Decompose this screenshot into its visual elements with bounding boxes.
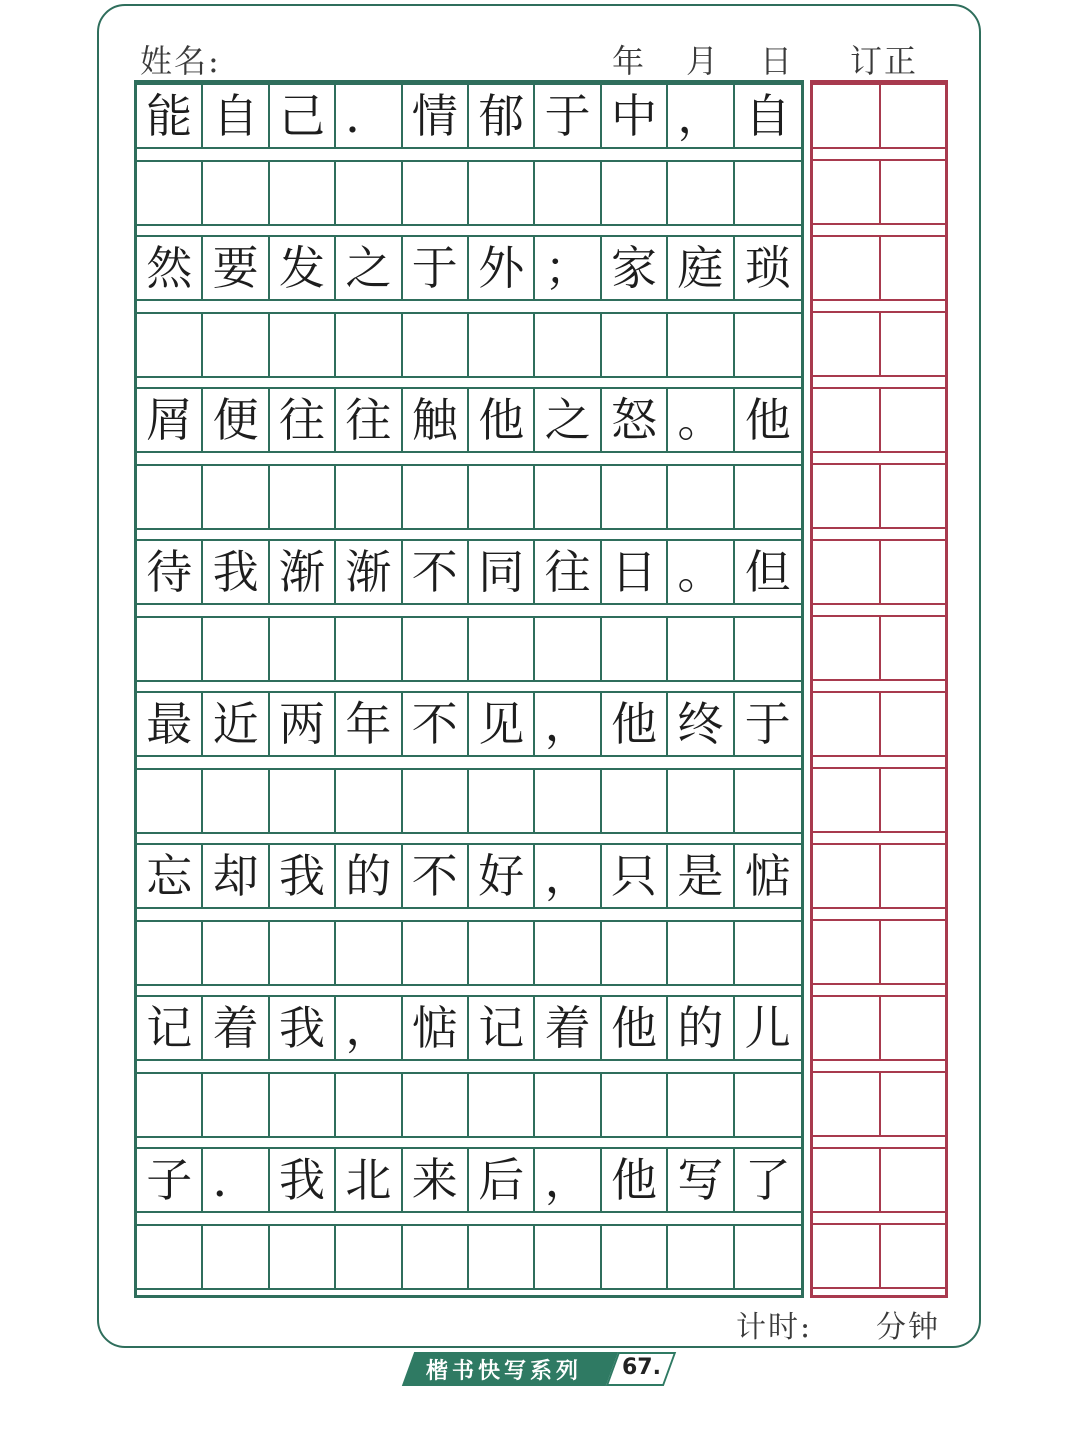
character-cell: 发 <box>270 237 336 299</box>
grid-block <box>137 387 801 540</box>
character-cell: 惦 <box>744 849 791 903</box>
correction-divider <box>879 997 881 1059</box>
correction-row <box>813 1071 945 1137</box>
name-label: 姓名: <box>140 42 221 80</box>
correction-row <box>813 83 945 149</box>
blank-cell <box>270 922 336 984</box>
character-cell: 然 <box>137 237 203 299</box>
character-cell: 年 <box>336 693 402 755</box>
character-cell: 我 <box>270 997 336 1059</box>
blank-cell <box>336 922 402 984</box>
correction-divider <box>879 389 881 451</box>
character-cell: 不 <box>403 693 469 755</box>
blank-cell <box>270 162 336 224</box>
blank-cell <box>535 314 601 376</box>
character-cell: 触 <box>403 389 469 451</box>
month-label: 月 <box>686 42 721 80</box>
blank-cell <box>602 770 668 832</box>
character-cell: 着 <box>535 997 601 1059</box>
writing-row <box>137 387 801 453</box>
blank-cell <box>469 770 535 832</box>
character-cell: 终 <box>668 693 734 755</box>
correction-divider <box>879 1073 881 1135</box>
correction-row <box>813 843 945 909</box>
character-cell: 。 <box>668 541 734 603</box>
correction-row <box>813 539 945 605</box>
blank-cell <box>137 314 203 376</box>
character-cell: 他 <box>602 693 668 755</box>
correction-divider <box>879 237 881 299</box>
correction-divider <box>879 921 881 983</box>
blank-cell <box>336 770 402 832</box>
blank-cell <box>137 162 203 224</box>
character-cell: 渐 <box>270 541 336 603</box>
character-cell: 要 <box>203 237 269 299</box>
character-cell: 是 <box>668 845 734 907</box>
character-cell: 见 <box>469 693 535 755</box>
blank-cell <box>469 1074 535 1136</box>
blank-cell <box>203 1074 269 1136</box>
blank-cell <box>336 162 402 224</box>
character-cell: 于 <box>744 697 791 751</box>
character-cell: ， <box>668 85 734 147</box>
blank-cell <box>137 770 203 832</box>
year-label: 年 <box>612 42 647 80</box>
blank-cell <box>535 770 601 832</box>
writing-row <box>137 235 801 301</box>
correction-divider <box>879 617 881 679</box>
character-cell: 惦 <box>403 997 469 1059</box>
series-title: 楷书快写系列 <box>426 1359 583 1384</box>
blank-cell <box>668 618 734 680</box>
blank-cell <box>336 1074 402 1136</box>
blank-cell <box>336 618 402 680</box>
character-cell: 他 <box>602 1149 668 1211</box>
correction-divider <box>879 845 881 907</box>
blank-cell <box>735 1074 801 1136</box>
blank-cell <box>137 922 203 984</box>
blank-cell <box>270 618 336 680</box>
blank-cell <box>403 1074 469 1136</box>
blank-cell <box>668 1074 734 1136</box>
blank-cell <box>137 1226 203 1288</box>
grid-block <box>137 691 801 844</box>
correction-divider <box>879 313 881 375</box>
blank-cell <box>203 162 269 224</box>
grid-block <box>137 995 801 1148</box>
character-cell: 之 <box>336 237 402 299</box>
correction-row <box>813 995 945 1061</box>
correction-row <box>813 311 945 377</box>
blank-cell <box>602 314 668 376</box>
blank-cell <box>137 1074 203 1136</box>
character-cell: 我 <box>203 541 269 603</box>
blank-cell <box>668 314 734 376</box>
character-cell: 子 <box>137 1149 203 1211</box>
blank-cell <box>602 922 668 984</box>
character-cell: 庭 <box>668 237 734 299</box>
blank-cell <box>203 922 269 984</box>
character-cell: 外 <box>469 237 535 299</box>
correction-row <box>813 691 945 757</box>
correction-divider <box>879 85 881 147</box>
character-cell: 不 <box>403 541 469 603</box>
grid-block <box>137 539 801 692</box>
character-cell: 往 <box>336 389 402 451</box>
character-cell: 自 <box>203 85 269 147</box>
character-cell: 的 <box>336 845 402 907</box>
blank-cell <box>137 618 203 680</box>
blank-cell <box>735 1226 801 1288</box>
character-cell: 能 <box>137 85 203 147</box>
blank-cell <box>403 466 469 528</box>
character-cell: ， <box>535 693 601 755</box>
blank-cell <box>668 162 734 224</box>
character-cell: 自 <box>744 89 791 143</box>
blank-row <box>137 1224 801 1290</box>
character-cell: 记 <box>469 997 535 1059</box>
character-cell: 两 <box>270 693 336 755</box>
correction-label: 订正 <box>850 42 919 80</box>
character-cell: 他 <box>469 389 535 451</box>
blank-cell <box>602 1226 668 1288</box>
character-cell: 我 <box>270 1149 336 1211</box>
correction-grid <box>810 80 948 1298</box>
blank-cell <box>203 770 269 832</box>
character-cell: 了 <box>744 1153 791 1207</box>
grid-block <box>137 1147 801 1300</box>
blank-cell <box>602 618 668 680</box>
blank-row <box>137 1072 801 1138</box>
blank-cell <box>203 1226 269 1288</box>
character-cell: 渐 <box>336 541 402 603</box>
blank-cell <box>403 1226 469 1288</box>
character-cell: 日 <box>602 541 668 603</box>
blank-cell <box>668 922 734 984</box>
correction-row <box>813 615 945 681</box>
blank-cell <box>469 314 535 376</box>
character-cell: 写 <box>668 1149 734 1211</box>
writing-row <box>137 83 801 149</box>
character-cell: 他 <box>744 393 791 447</box>
writing-row <box>137 1147 801 1213</box>
blank-cell <box>535 466 601 528</box>
blank-cell <box>203 466 269 528</box>
writing-row <box>137 843 801 909</box>
character-cell: ； <box>535 237 601 299</box>
blank-cell <box>535 1226 601 1288</box>
character-cell: 好 <box>469 845 535 907</box>
blank-cell <box>735 922 801 984</box>
character-cell: 着 <box>203 997 269 1059</box>
character-cell: 儿 <box>744 1001 791 1055</box>
blank-row <box>137 616 801 682</box>
blank-cell <box>270 466 336 528</box>
correction-row <box>813 159 945 225</box>
character-cell: 忘 <box>137 845 203 907</box>
blank-cell <box>336 314 402 376</box>
grid-block <box>137 843 801 996</box>
correction-divider <box>879 693 881 755</box>
page-number: 67. <box>622 1355 661 1380</box>
blank-cell <box>403 618 469 680</box>
blank-row <box>137 920 801 986</box>
character-cell: 怒 <box>602 389 668 451</box>
writing-row <box>137 995 801 1061</box>
character-cell: 北 <box>336 1149 402 1211</box>
blank-row <box>137 768 801 834</box>
grid-block <box>137 235 801 388</box>
blank-cell <box>735 162 801 224</box>
character-cell: 往 <box>535 541 601 603</box>
correction-row <box>813 767 945 833</box>
character-cell: 不 <box>403 845 469 907</box>
character-cell: 我 <box>270 845 336 907</box>
blank-cell <box>469 922 535 984</box>
character-cell: 便 <box>203 389 269 451</box>
character-cell: 的 <box>668 997 734 1059</box>
blank-row <box>137 160 801 226</box>
blank-cell <box>403 314 469 376</box>
correction-row <box>813 1147 945 1213</box>
blank-cell <box>336 1226 402 1288</box>
correction-divider <box>879 1149 881 1211</box>
blank-cell <box>469 1226 535 1288</box>
character-cell: 但 <box>744 545 791 599</box>
character-cell: 却 <box>203 845 269 907</box>
correction-divider <box>879 1225 881 1287</box>
blank-cell <box>735 466 801 528</box>
correction-divider <box>879 161 881 223</box>
blank-cell <box>336 466 402 528</box>
blank-cell <box>535 162 601 224</box>
writing-row <box>137 539 801 605</box>
blank-row <box>137 312 801 378</box>
character-cell: 于 <box>403 237 469 299</box>
blank-cell <box>535 618 601 680</box>
character-cell: 来 <box>403 1149 469 1211</box>
character-cell: 只 <box>602 845 668 907</box>
correction-row <box>813 387 945 453</box>
correction-row <box>813 1223 945 1289</box>
character-cell: 之 <box>535 389 601 451</box>
writing-row <box>137 691 801 757</box>
blank-cell <box>403 162 469 224</box>
character-cell: 后 <box>469 1149 535 1211</box>
character-cell: 往 <box>270 389 336 451</box>
practice-grid <box>134 80 804 1298</box>
blank-row <box>137 464 801 530</box>
blank-cell <box>535 922 601 984</box>
blank-cell <box>469 162 535 224</box>
blank-cell <box>137 466 203 528</box>
blank-cell <box>602 466 668 528</box>
correction-divider <box>879 541 881 603</box>
blank-cell <box>403 770 469 832</box>
character-cell: 郁 <box>469 85 535 147</box>
character-cell: ， <box>336 997 402 1059</box>
character-cell: 己 <box>270 85 336 147</box>
correction-divider <box>879 465 881 527</box>
character-cell: 最 <box>137 693 203 755</box>
character-cell: 家 <box>602 237 668 299</box>
character-cell: ． <box>203 1149 269 1211</box>
character-cell: ． <box>336 85 402 147</box>
character-cell: 他 <box>602 997 668 1059</box>
character-cell: 琐 <box>744 241 791 295</box>
time-label: 计时: <box>736 1310 813 1345</box>
character-cell: 屑 <box>137 389 203 451</box>
character-cell: 记 <box>137 997 203 1059</box>
blank-cell <box>668 1226 734 1288</box>
character-cell: 。 <box>668 389 734 451</box>
blank-cell <box>203 618 269 680</box>
character-cell: ， <box>535 1149 601 1211</box>
blank-cell <box>270 314 336 376</box>
character-cell: 情 <box>403 85 469 147</box>
blank-cell <box>602 1074 668 1136</box>
character-cell: 近 <box>203 693 269 755</box>
blank-cell <box>668 466 734 528</box>
blank-cell <box>668 770 734 832</box>
minutes-label: 分钟 <box>876 1310 940 1345</box>
blank-cell <box>469 618 535 680</box>
day-label: 日 <box>760 42 795 80</box>
character-cell: 同 <box>469 541 535 603</box>
character-cell: 于 <box>535 85 601 147</box>
blank-cell <box>203 314 269 376</box>
correction-divider <box>879 769 881 831</box>
correction-row <box>813 919 945 985</box>
correction-row <box>813 463 945 529</box>
blank-cell <box>735 618 801 680</box>
blank-cell <box>403 922 469 984</box>
blank-cell <box>469 466 535 528</box>
blank-cell <box>270 770 336 832</box>
blank-cell <box>735 314 801 376</box>
character-cell: 待 <box>137 541 203 603</box>
grid-block <box>137 83 801 236</box>
blank-cell <box>270 1074 336 1136</box>
correction-row <box>813 235 945 301</box>
character-cell: ， <box>535 845 601 907</box>
blank-cell <box>270 1226 336 1288</box>
character-cell: 中 <box>602 85 668 147</box>
blank-cell <box>735 770 801 832</box>
blank-cell <box>535 1074 601 1136</box>
blank-cell <box>602 162 668 224</box>
